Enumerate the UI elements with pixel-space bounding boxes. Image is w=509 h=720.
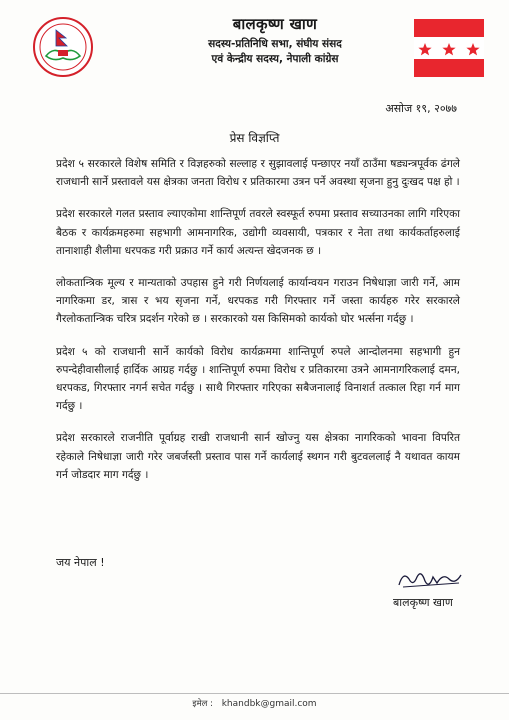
- closing-salutation: जय नेपाल !: [56, 556, 105, 569]
- paragraph-4: प्रदेश ५ को राजधानी सार्ने कार्यको विरोध कार्यक्रममा शान्तिपूर्ण रुपले आन्दोलनमा सहभागी हुन रुपन्देहीवासीलाई हार्दिक आग्रह गर्दछु । शान्तिपूर्ण रुपमा विरोध र प्रतिकारमा उत्रने आमनागरिकलाई दमन, धरपकड, गिरफ्तार नगर्न सचेत गर्दछु । साथै गिरफ्तार गरिएका सबैजनालाई विनाशर्त तत्काल रिहा गर्न माग गर्दछु ।: [56, 345, 460, 413]
- sender-title-line-1: सदस्य-प्रतिनिधि सभा, संघीय संसद: [208, 38, 342, 50]
- footer: [0, 693, 509, 709]
- document-heading: प्रेस विज्ञप्ति: [229, 131, 280, 145]
- email-address: khandbk@gmail.com: [221, 699, 317, 709]
- nepali-congress-flag-icon: [414, 19, 484, 77]
- parliament-emblem-icon: [32, 16, 94, 78]
- signature-icon: [395, 565, 467, 593]
- letterhead: [150, 14, 400, 67]
- date-line: असोज १९, २०७७: [385, 102, 457, 115]
- paragraph-1: प्रदेश ५ सरकारले विशेष समिति र विज्ञहरुको सल्लाह र सुझावलाई पन्छाएर नयाँ ठाउँमा षड्यन्त्रपूर्वक ढंगले राजधानी सार्ने प्रस्तावले यस क्षेत्रका जनता विरोध र प्रतिकारमा उत्रन पर्ने अवस्था सृजना हुनु दुःखद पक्ष हो ।: [56, 158, 460, 189]
- press-release-body: [56, 155, 460, 498]
- paragraph-2: प्रदेश सरकारले गलत प्रस्ताव ल्याएकोमा शान्तिपूर्ण तवरले स्वस्फूर्त रुपमा प्रस्ताव सच्याउनका लागि गरिएका बैठक र कार्यक्रमहरुमा सहभागी आमनागरिक, उद्योगी व्यवसायी, पत्रकार र नेता तथा कार्यकर्ताहरुलाई तानाशाही शैलीमा धरपकड गरी प्रक्राउ गर्ने कार्य अत्यन्त खेदजनक छ ।: [56, 208, 460, 257]
- signatory-name: बालकृष्ण खाण: [393, 596, 453, 609]
- paragraph-5: प्रदेश सरकारले राजनीति पूर्वाग्रह राखी राजधानी सार्न खोज्नु यस क्षेत्रका नागरिकको भावना विपरित रहेकाले निषेधाज्ञा जारी गरेर जबर्जस्ती प्रस्ताव पास गर्ने कार्यलाई स्थगन गरी बुटवललाई नै यथावत कायम गर्न जोडदार माग गर्दछु ।: [56, 432, 460, 481]
- sender-title-line-2: एवं केन्द्रीय सदस्य, नेपाली कांग्रेस: [211, 53, 339, 65]
- sender-name: बालकृष्ण खाण: [232, 15, 318, 33]
- paragraph-3: लोकतान्त्रिक मूल्य र मान्यताको उपहास हुने गरी निर्णयलाई कार्यान्वयन गराउन निषेधाज्ञा जारी गर्ने, आम नागरिकमा डर, त्रास र भय सृजना गर्ने, धरपकड गरी गिरफ्तार गर्ने जस्ता कार्यहरु गरेर सरकारले गैरलोकतान्त्रिक चरित्र प्रदर्शन गरेको छ । सरकारको यस किसिमको कार्यको घोर भर्त्सना गर्दछु ।: [56, 277, 460, 326]
- email-label: इमेल :: [192, 699, 214, 709]
